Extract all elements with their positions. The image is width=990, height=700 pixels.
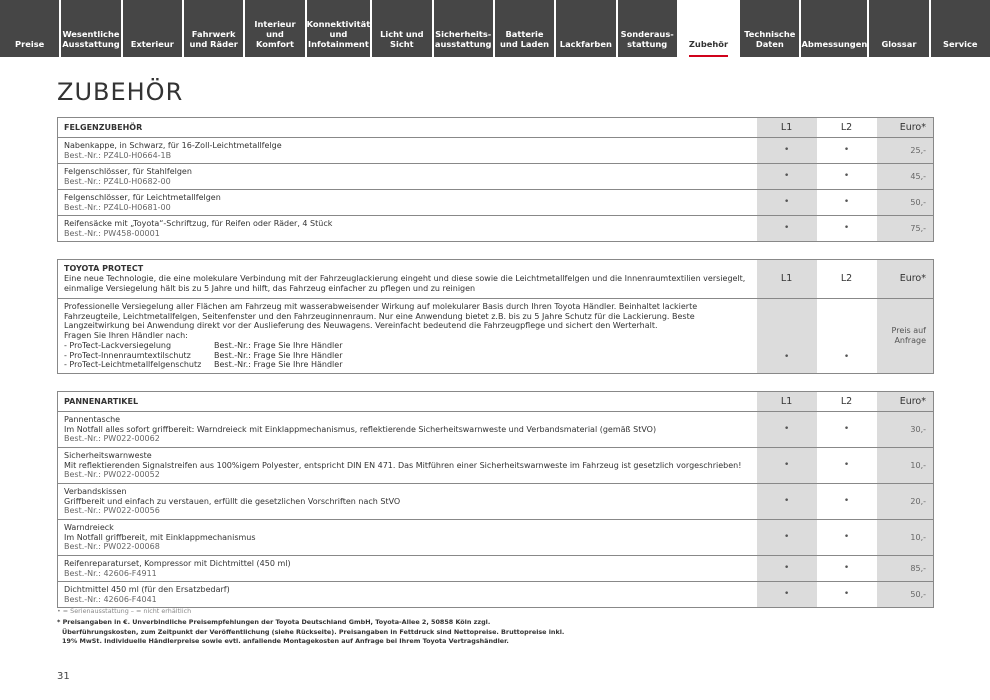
section-title: FELGENZUBEHÖR	[64, 122, 143, 132]
availability-l1: •	[757, 484, 817, 520]
table-row	[58, 582, 934, 608]
table-row	[58, 448, 934, 484]
availability-l2: •	[817, 520, 877, 556]
table-header-row	[58, 260, 934, 299]
item-detail: Im Notfall alles sofort griffbereit: Warndreieck mit Einklappmechanismus, reflektierende Sicherheitswarnweste und Verbandsmaterial (gemäß StVO)	[64, 424, 657, 434]
item-description	[58, 190, 757, 216]
item-description	[58, 556, 757, 582]
nav-tab-8[interactable]: Batterie und Laden	[495, 0, 554, 57]
table-row	[58, 484, 934, 520]
section-title: TOYOTA PROTECT	[64, 264, 144, 274]
availability-l1: •	[757, 164, 817, 190]
protect-item-name: - ProTect-Leichtmetallfelgenschutz	[64, 360, 202, 370]
nav-tab-10[interactable]: Sonderaus- stattung	[618, 0, 677, 57]
footnote: * Preisangaben in €. Unverbindliche Preisempfehlungen der Toyota Deutschland GmbH, Toyota-Allee 2, 50858 Köln zzgl. Überführungskosten, zum Zeitpunkt der Veröffentlichung (siehe Rückseite). Preisangaben in Fettdruck sind Nettopreise. Bruttopreise inkl. 19% MwSt. Individuelle Händlerpreise sowie evtl. anfallende Montagekosten auf Anfrage bei Ihrem Toyota Vertragshändler.	[57, 618, 565, 646]
item-detail: Im Notfall griffbereit, mit Einklappmechanismus	[64, 532, 256, 542]
protect-item	[64, 341, 751, 351]
price: 25,-	[877, 138, 934, 164]
protect-item	[64, 351, 751, 361]
protect-item-name: - ProTect-Lackversiegelung	[64, 340, 172, 350]
item-name: Sicherheitswarnweste	[64, 450, 152, 460]
column-l1: L1	[757, 392, 817, 412]
ask-dealer: Fragen Sie Ihren Händler nach:	[64, 331, 188, 341]
nav-tab-3[interactable]: Fahrwerk und Räder	[184, 0, 243, 57]
pannenartikel-table	[57, 391, 934, 608]
part-number: Best.-Nr.: PW458-00001	[64, 228, 160, 238]
page-title: ZUBEHÖR	[57, 78, 184, 106]
item-name: Reifenreparaturset, Kompressor mit Dichtmittel (450 ml)	[64, 558, 291, 568]
nav-tab-9[interactable]: Lackfarben	[556, 0, 615, 57]
table-header-row	[58, 392, 934, 412]
availability-l1: •	[757, 412, 817, 448]
availability-l1: •	[757, 448, 817, 484]
part-number: Best.-Nr.: PW022-00068	[64, 542, 160, 552]
table-row	[58, 556, 934, 582]
item-name: Verbandskissen	[64, 486, 127, 496]
column-euro: Euro*	[877, 260, 934, 299]
column-euro: Euro*	[877, 392, 934, 412]
nav-tab-15[interactable]: Service	[931, 0, 990, 57]
table-header-row	[58, 118, 934, 138]
nav-tab-2[interactable]: Exterieur	[123, 0, 182, 57]
page-number: 31	[57, 671, 70, 682]
item-description	[58, 164, 757, 190]
protect-item-part: Best.-Nr.: Frage Sie Ihre Händler	[214, 340, 343, 350]
chapter-nav	[0, 0, 990, 57]
part-number: Best.-Nr.: 42606-F4041	[64, 594, 157, 604]
nav-tab-12[interactable]: Technische Daten	[740, 0, 799, 57]
protect-item-name: - ProTect-Innenraumtextilschutz	[64, 350, 191, 360]
item-detail: Professionelle Versiegelung aller Flächen am Fahrzeug mit wasserabweisender Wirkung auf molekularer Basis durch Ihren Toyota Händler. Beinhaltet lackierte Fahrzeugteile, Leichtmetallfelgen, Seitenfenster und den Fahrzeuginnenraum. Nur eine Anwendung bietet z.B. bis zu 5 Jahre Schutz für die Lackierung. Beste Langzeitwirkung bei Anwendung direkt vor der Auslieferung des Neuwagens. Vereinfacht bedeutend die Fahrzeugpflege und sichert den Werterhalt.	[64, 302, 698, 331]
item-detail: Mit reflektierenden Signalstreifen aus 100%igem Polyester, entspricht DIN EN 471. Das Mitführen einer Sicherheitswarnweste im Fahrzeug ist gesetzlich vorgeschrieben!	[64, 460, 742, 470]
item-name: Dichtmittel 450 ml (für den Ersatzbedarf)	[64, 584, 230, 594]
price: 75,-	[877, 216, 934, 242]
table-row	[58, 164, 934, 190]
nav-tab-5[interactable]: Konnektivität und Infotainment	[307, 0, 371, 57]
item-description	[58, 138, 757, 164]
table-row	[58, 190, 934, 216]
item-description	[58, 448, 757, 484]
availability-l1: •	[757, 190, 817, 216]
felgenzubehoer-table	[57, 117, 934, 242]
table-row	[58, 216, 934, 242]
nav-tab-0[interactable]: Preise	[0, 0, 59, 57]
availability-l2: •	[817, 484, 877, 520]
price: 50,-	[877, 190, 934, 216]
item-name: Pannentasche	[64, 414, 121, 424]
section-heading	[58, 118, 757, 138]
protect-item	[64, 360, 751, 370]
item-description	[58, 582, 757, 608]
item-description	[58, 520, 757, 556]
nav-tab-4[interactable]: Interieur und Komfort	[245, 0, 304, 57]
price: Preis auf Anfrage	[877, 299, 934, 374]
availability-l1: •	[757, 216, 817, 242]
availability-l1: •	[757, 138, 817, 164]
column-l2: L2	[817, 118, 877, 138]
availability-l2: •	[817, 582, 877, 608]
nav-tab-6[interactable]: Licht und Sicht	[372, 0, 431, 57]
item-name: Nabenkappe, in Schwarz, für 16-Zoll-Leichtmetallfelge	[64, 140, 282, 150]
part-number: Best.-Nr.: PZ4L0-H0664-1B	[64, 150, 172, 160]
part-number: Best.-Nr.: PW022-00062	[64, 434, 160, 444]
item-name: Reifensäcke mit „Toyota“-Schriftzug, für Reifen oder Räder, 4 Stück	[64, 218, 333, 228]
part-number: Best.-Nr.: PW022-00056	[64, 506, 160, 516]
section-heading	[58, 392, 757, 412]
price: 10,-	[877, 448, 934, 484]
column-l1: L1	[757, 118, 817, 138]
item-description	[58, 484, 757, 520]
section-heading	[58, 260, 757, 299]
section-title: PANNENARTIKEL	[64, 396, 139, 406]
part-number: Best.-Nr.: PW022-00052	[64, 470, 160, 480]
legend: • = Serienausstattung – = nicht erhältlich	[57, 607, 192, 615]
protect-item-part: Best.-Nr.: Frage Sie Ihre Händler	[214, 350, 343, 360]
protect-item-part: Best.-Nr.: Frage Sie Ihre Händler	[214, 360, 343, 370]
item-description	[58, 412, 757, 448]
nav-tab-13[interactable]: Abmessungen	[801, 0, 867, 57]
price: 85,-	[877, 556, 934, 582]
price: 45,-	[877, 164, 934, 190]
part-number: Best.-Nr.: PZ4L0-H0682-00	[64, 176, 171, 186]
price: 30,-	[877, 412, 934, 448]
item-name: Warndreieck	[64, 522, 114, 532]
item-description	[58, 299, 757, 374]
nav-tab-7[interactable]: Sicherheits- ausstattung	[434, 0, 493, 57]
availability-l2: •	[817, 138, 877, 164]
availability-l2: •	[817, 190, 877, 216]
availability-l2: •	[817, 216, 877, 242]
column-l2: L2	[817, 260, 877, 299]
availability-l1: •	[757, 556, 817, 582]
availability-l2: •	[817, 412, 877, 448]
item-name: Felgenschlösser, für Leichtmetallfelgen	[64, 192, 221, 202]
availability-l2: •	[817, 164, 877, 190]
availability-l1: •	[757, 299, 817, 374]
nav-tab-14[interactable]: Glossar	[869, 0, 928, 57]
item-description	[58, 216, 757, 242]
price: 20,-	[877, 484, 934, 520]
nav-tab-11[interactable]: Zubehör	[679, 0, 738, 57]
table-row	[58, 520, 934, 556]
section-description: Eine neue Technologie, die eine molekulare Verbindung mit der Fahrzeuglackierung eingeht und diese sowie die Leichtmetallfelgen und die Innenraumtextilien versiegelt, einmalige Versiegelung hält bis zu 5 Jahre und hilft, das Fahrzeug einfacher zu pflegen und zu reinigen	[64, 274, 746, 293]
price: 50,-	[877, 582, 934, 608]
column-l2: L2	[817, 392, 877, 412]
availability-l2: •	[817, 556, 877, 582]
toyota-protect-table	[57, 259, 934, 374]
availability-l1: •	[757, 582, 817, 608]
table-row	[58, 412, 934, 448]
table-row	[58, 138, 934, 164]
availability-l1: •	[757, 520, 817, 556]
part-number: Best.-Nr.: 42606-F4911	[64, 568, 157, 578]
column-euro: Euro*	[877, 118, 934, 138]
price: 10,-	[877, 520, 934, 556]
availability-l2: •	[817, 299, 877, 374]
availability-l2: •	[817, 448, 877, 484]
table-row	[58, 299, 934, 374]
part-number: Best.-Nr.: PZ4L0-H0681-00	[64, 202, 171, 212]
nav-tab-1[interactable]: Wesentliche Ausstattung	[61, 0, 120, 57]
item-detail: Griffbereit und einfach zu verstauen, erfüllt die gesetzlichen Vorschriften nach StVO	[64, 496, 401, 506]
column-l1: L1	[757, 260, 817, 299]
item-name: Felgenschlösser, für Stahlfelgen	[64, 166, 192, 176]
